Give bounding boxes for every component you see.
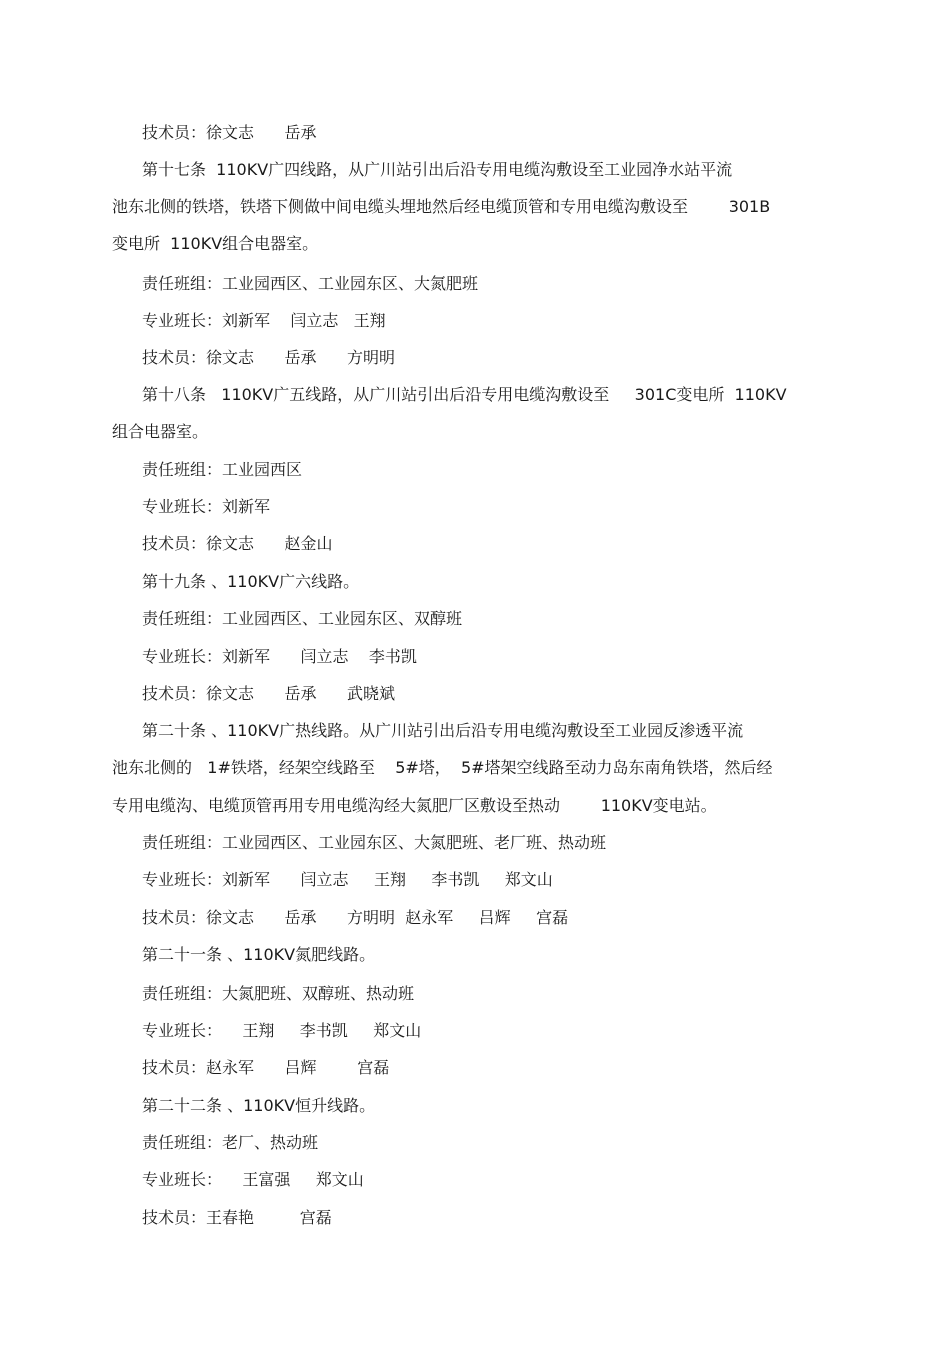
text-line: 变电所 110KV组合电器室。 [112, 234, 319, 253]
text-line: 技术员：徐文志 岳承 方明明 [142, 348, 396, 367]
text-line: 责任班组：工业园西区、工业园东区、双醇班 [142, 609, 463, 628]
text-line: 技术员：赵永军 吕辉 宫磊 [142, 1058, 390, 1077]
text-line: 技术员：徐文志 岳承 武晓斌 [142, 684, 396, 703]
article-18-heading: 第十八条 110KV广五线路，从广川站引出后沿专用电缆沟敷设至 301C变电所 110KV [142, 385, 787, 404]
text-line: 责任班组：老厂、热动班 [142, 1133, 319, 1152]
text-line: 技术员：王春艳 宫磊 [142, 1208, 332, 1227]
text-line: 责任班组：工业园西区、工业园东区、大氮肥班 [142, 274, 479, 293]
text-line: 专业班长：刘新军 闫立志 李书凯 [142, 647, 417, 666]
text-line: 组合电器室。 [112, 422, 209, 441]
text-line: 技术员：徐文志 岳承 [142, 123, 317, 142]
text-line: 责任班组：工业园西区、工业园东区、大氮肥班、老厂班、热动班 [142, 833, 607, 852]
article-20-heading: 第二十条 、110KV广热线路。从广川站引出后沿专用电缆沟敷设至工业园反渗透平流 [142, 721, 744, 740]
article-21-heading: 第二十一条 、110KV氮肥线路。 [142, 945, 376, 964]
text-line: 池东北侧的铁塔，铁塔下侧做中间电缆头埋地然后经电缆顶管和专用电缆沟敷设至 301B [112, 197, 771, 216]
article-17-heading: 第十七条 110KV广四线路，从广川站引出后沿专用电缆沟敷设至工业园净水站平流 [142, 160, 733, 179]
text-line: 责任班组：工业园西区 [142, 460, 303, 479]
article-22-heading: 第二十二条 、110KV恒升线路。 [142, 1096, 376, 1115]
text-line: 专业班长： 王富强 郑文山 [142, 1170, 364, 1189]
text-line: 专业班长：刘新军 闫立志 王翔 [142, 311, 386, 330]
article-19-heading: 第十九条 、110KV广六线路。 [142, 572, 360, 591]
text-line: 专业班长： 王翔 李书凯 郑文山 [142, 1021, 422, 1040]
text-line: 池东北侧的 1#铁塔，经架空线路至 5#塔， 5#塔架空线路至动力岛东南角铁塔，然后经 [112, 758, 773, 777]
text-line: 技术员：徐文志 岳承 方明明 赵永军 吕辉 宫磊 [142, 908, 569, 927]
text-line: 技术员：徐文志 赵金山 [142, 534, 333, 553]
text-line: 专用电缆沟、电缆顶管再用专用电缆沟经大氮肥厂区敷设至热动 110KV变电站。 [112, 796, 717, 815]
text-line: 责任班组：大氮肥班、双醇班、热动班 [142, 984, 415, 1003]
text-line: 专业班长：刘新军 [142, 497, 271, 516]
text-line: 专业班长：刘新军 闫立志 王翔 李书凯 郑文山 [142, 870, 553, 889]
